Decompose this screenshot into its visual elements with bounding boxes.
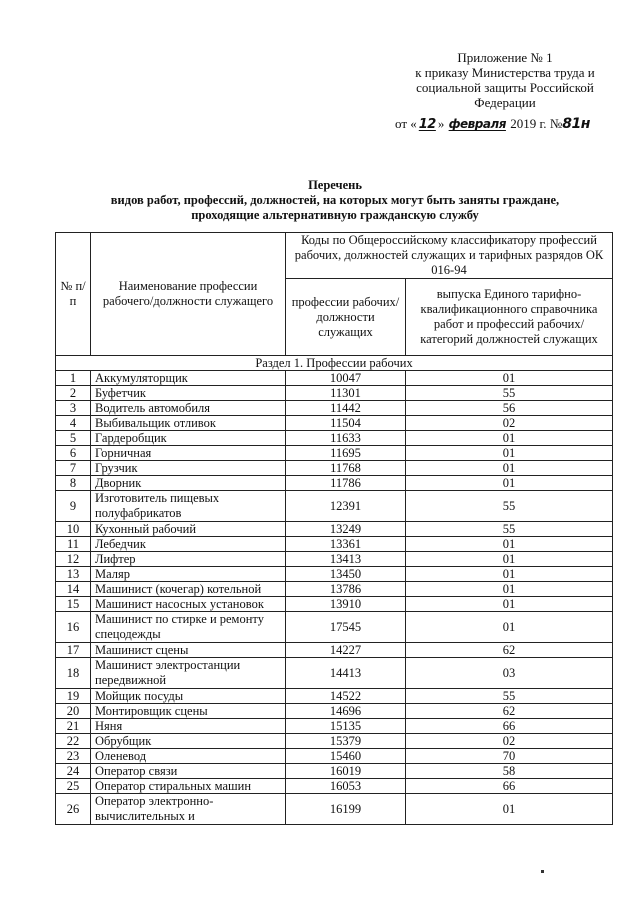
cell-profession-code: 11768	[286, 461, 406, 476]
cell-number: 15	[56, 597, 91, 612]
table-row	[56, 567, 613, 582]
cell-profession-code: 16053	[286, 779, 406, 794]
cell-profession-code: 12391	[286, 491, 406, 522]
cell-name: Гардеробщик	[91, 431, 286, 446]
table-row	[56, 779, 613, 794]
cell-profession-code: 16019	[286, 764, 406, 779]
cell-name: Оператор связи	[91, 764, 286, 779]
cell-etks-issue: 56	[406, 401, 613, 416]
cell-name: Кухонный рабочий	[91, 522, 286, 537]
cell-number: 9	[56, 491, 91, 522]
professions-table	[55, 232, 613, 825]
order-number-handwritten: 81н	[562, 116, 590, 132]
cell-number: 18	[56, 658, 91, 689]
cell-etks-issue: 55	[406, 491, 613, 522]
title-line-2: видов работ, профессий, должностей, на которых могут быть заняты граждане,	[110, 193, 560, 207]
cell-name: Дворник	[91, 476, 286, 491]
cell-etks-issue: 01	[406, 552, 613, 567]
table-row	[56, 537, 613, 552]
cell-number: 8	[56, 476, 91, 491]
cell-etks-issue: 01	[406, 582, 613, 597]
table-row	[56, 719, 613, 734]
table-row	[56, 749, 613, 764]
cell-name: Машинист (кочегар) котельной	[91, 582, 286, 597]
cell-name: Мойщик посуды	[91, 689, 286, 704]
table-row	[56, 476, 613, 491]
table-row	[56, 552, 613, 567]
cell-profession-code: 10047	[286, 371, 406, 386]
header-etks-issue: выпуска Единого тарифно-квалификационного справочника работ и профессий рабочих/категорий должностей служащих	[406, 279, 613, 356]
cell-number: 7	[56, 461, 91, 476]
header-number: № п/п	[56, 233, 91, 356]
cell-number: 24	[56, 764, 91, 779]
cell-number: 23	[56, 749, 91, 764]
order-mid: »	[437, 116, 445, 131]
table-row	[56, 386, 613, 401]
table-row	[56, 612, 613, 643]
cell-etks-issue: 66	[406, 779, 613, 794]
cell-number: 25	[56, 779, 91, 794]
appendix-line: социальной защиты Российской	[416, 80, 594, 95]
cell-profession-code: 13910	[286, 597, 406, 612]
cell-etks-issue: 55	[406, 522, 613, 537]
table-row	[56, 416, 613, 431]
cell-number: 20	[56, 704, 91, 719]
cell-etks-issue: 01	[406, 537, 613, 552]
cell-profession-code: 11504	[286, 416, 406, 431]
cell-number: 10	[56, 522, 91, 537]
appendix-header	[400, 50, 610, 110]
cell-name: Машинист электростанции передвижной	[91, 658, 286, 689]
table-row	[56, 734, 613, 749]
cell-etks-issue: 58	[406, 764, 613, 779]
appendix-line: Федерации	[474, 95, 536, 110]
cell-number: 19	[56, 689, 91, 704]
cell-number: 1	[56, 371, 91, 386]
order-year: 2019 г.	[510, 116, 547, 131]
cell-profession-code: 14227	[286, 643, 406, 658]
table-row	[56, 582, 613, 597]
cell-profession-code: 15379	[286, 734, 406, 749]
cell-name: Буфетчик	[91, 386, 286, 401]
table-row	[56, 401, 613, 416]
cell-profession-code: 11633	[286, 431, 406, 446]
cell-etks-issue: 02	[406, 416, 613, 431]
cell-profession-code: 14413	[286, 658, 406, 689]
cell-number: 26	[56, 794, 91, 825]
cell-name: Водитель автомобиля	[91, 401, 286, 416]
cell-profession-code: 15135	[286, 719, 406, 734]
order-prefix: от «	[395, 116, 417, 131]
table-row	[56, 446, 613, 461]
table-row	[56, 491, 613, 522]
cell-name: Грузчик	[91, 461, 286, 476]
cell-etks-issue: 01	[406, 794, 613, 825]
cell-profession-code: 11301	[286, 386, 406, 401]
cell-name: Оператор электронно-вычислительных и	[91, 794, 286, 825]
cell-profession-code: 13786	[286, 582, 406, 597]
document-title	[60, 178, 610, 223]
cell-name: Изготовитель пищевых полуфабрикатов	[91, 491, 286, 522]
cell-name: Машинист насосных установок	[91, 597, 286, 612]
cell-etks-issue: 70	[406, 749, 613, 764]
table-row	[56, 689, 613, 704]
scan-artifact-dot	[541, 870, 544, 873]
section-heading: Раздел 1. Профессии рабочих	[56, 356, 613, 371]
table-row	[56, 658, 613, 689]
order-month-handwritten: февраля	[448, 117, 506, 131]
cell-number: 6	[56, 446, 91, 461]
cell-etks-issue: 55	[406, 689, 613, 704]
table-row	[56, 371, 613, 386]
cell-number: 4	[56, 416, 91, 431]
cell-name: Машинист сцены	[91, 643, 286, 658]
table-row	[56, 431, 613, 446]
cell-profession-code: 14696	[286, 704, 406, 719]
cell-profession-code: 13413	[286, 552, 406, 567]
cell-number: 16	[56, 612, 91, 643]
appendix-line: к приказу Министерства труда и	[415, 65, 595, 80]
cell-etks-issue: 55	[406, 386, 613, 401]
cell-name: Аккумуляторщик	[91, 371, 286, 386]
title-line-1: Перечень	[308, 178, 362, 192]
header-profession-code: профессии рабочих/должности служащих	[286, 279, 406, 356]
table-row	[56, 597, 613, 612]
cell-etks-issue: 01	[406, 597, 613, 612]
cell-profession-code: 15460	[286, 749, 406, 764]
cell-etks-issue: 01	[406, 431, 613, 446]
cell-name: Няня	[91, 719, 286, 734]
cell-number: 2	[56, 386, 91, 401]
cell-profession-code: 13361	[286, 537, 406, 552]
table-row	[56, 461, 613, 476]
order-day-handwritten: 12	[418, 117, 436, 132]
cell-name: Оператор стиральных машин	[91, 779, 286, 794]
cell-name: Оленевод	[91, 749, 286, 764]
cell-number: 21	[56, 719, 91, 734]
cell-number: 5	[56, 431, 91, 446]
cell-etks-issue: 03	[406, 658, 613, 689]
table-row	[56, 522, 613, 537]
cell-profession-code: 11786	[286, 476, 406, 491]
cell-number: 14	[56, 582, 91, 597]
cell-etks-issue: 01	[406, 371, 613, 386]
cell-profession-code: 17545	[286, 612, 406, 643]
cell-etks-issue: 66	[406, 719, 613, 734]
table-row	[56, 643, 613, 658]
cell-etks-issue: 62	[406, 704, 613, 719]
cell-number: 11	[56, 537, 91, 552]
cell-name: Горничная	[91, 446, 286, 461]
cell-profession-code: 13249	[286, 522, 406, 537]
cell-number: 22	[56, 734, 91, 749]
cell-name: Монтировщик сцены	[91, 704, 286, 719]
cell-etks-issue: 01	[406, 567, 613, 582]
cell-number: 17	[56, 643, 91, 658]
cell-profession-code: 11442	[286, 401, 406, 416]
header-name: Наименование профессии рабочего/должности служащего	[91, 233, 286, 356]
cell-etks-issue: 01	[406, 446, 613, 461]
appendix-line: Приложение № 1	[457, 50, 553, 65]
cell-profession-code: 14522	[286, 689, 406, 704]
cell-profession-code: 11695	[286, 446, 406, 461]
cell-name: Лифтер	[91, 552, 286, 567]
cell-name: Маляр	[91, 567, 286, 582]
order-date-number	[395, 116, 615, 133]
cell-etks-issue: 01	[406, 461, 613, 476]
order-number-prefix: №	[549, 116, 563, 131]
cell-etks-issue: 02	[406, 734, 613, 749]
title-line-3: проходящие альтернативную гражданскую службу	[191, 208, 479, 222]
cell-profession-code: 13450	[286, 567, 406, 582]
cell-etks-issue: 01	[406, 612, 613, 643]
cell-name: Обрубщик	[91, 734, 286, 749]
cell-etks-issue: 01	[406, 476, 613, 491]
cell-profession-code: 16199	[286, 794, 406, 825]
cell-number: 3	[56, 401, 91, 416]
cell-name: Машинист по стирке и ремонту спецодежды	[91, 612, 286, 643]
cell-number: 12	[56, 552, 91, 567]
cell-etks-issue: 62	[406, 643, 613, 658]
header-codes: Коды по Общероссийскому классификатору профессий рабочих, должностей служащих и тарифных разрядов ОК 016-94	[286, 233, 613, 279]
cell-name: Лебедчик	[91, 537, 286, 552]
table-row	[56, 794, 613, 825]
table-row	[56, 704, 613, 719]
table-row	[56, 764, 613, 779]
cell-name: Выбивальщик отливок	[91, 416, 286, 431]
cell-number: 13	[56, 567, 91, 582]
